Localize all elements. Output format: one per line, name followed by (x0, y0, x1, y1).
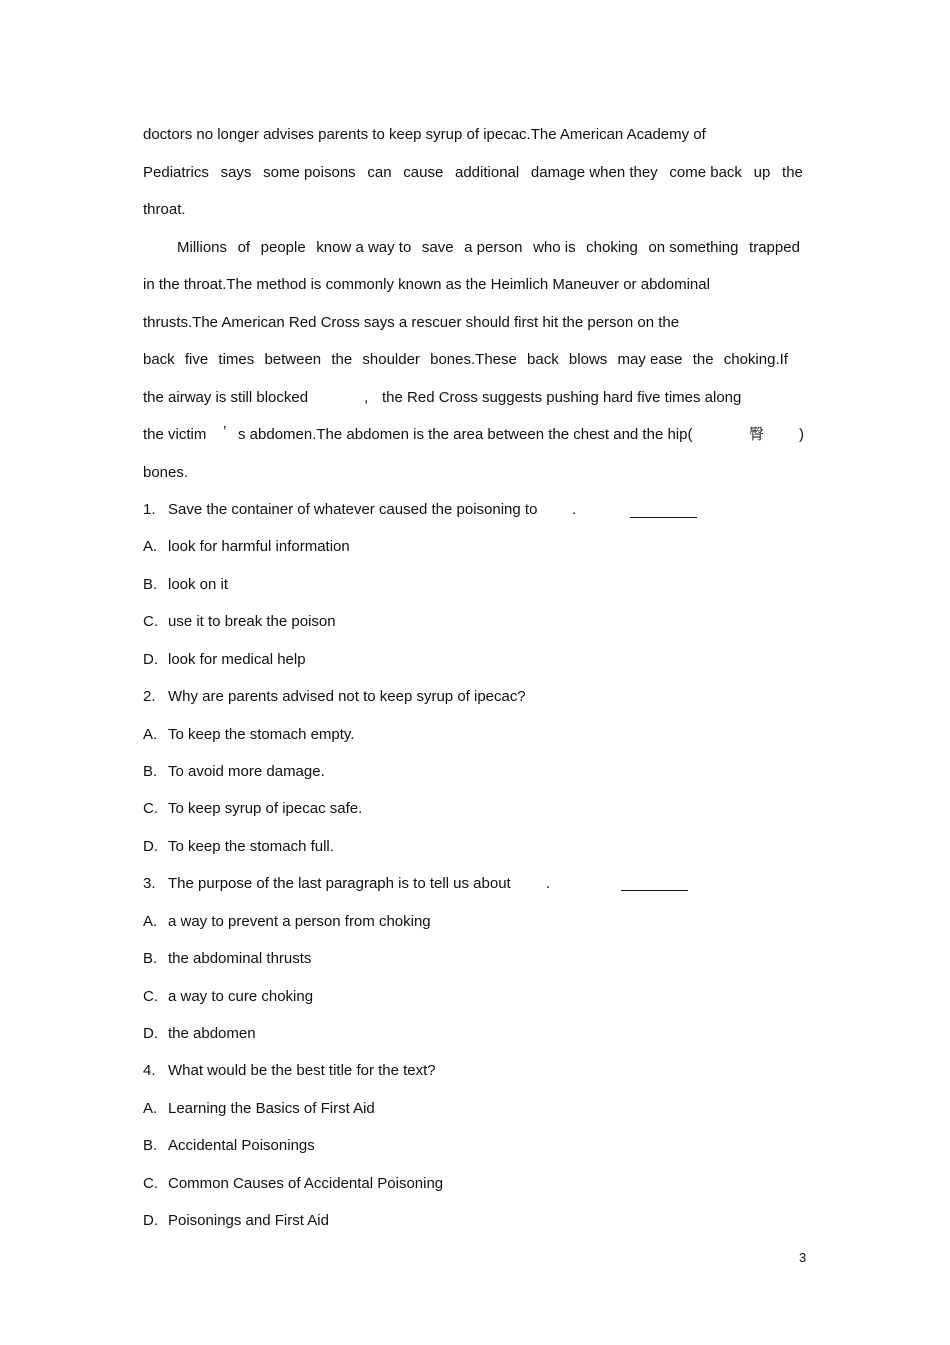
word: can (367, 164, 392, 181)
option-letter: B. (143, 950, 158, 967)
word: shoulder (362, 351, 420, 368)
page-number: 3 (799, 1250, 807, 1265)
question-1-option-c (143, 612, 336, 632)
option-text: Learning the Basics of First Aid (168, 1100, 375, 1117)
option-letter: D. (143, 651, 158, 668)
word: the (331, 351, 353, 368)
option-letter: A. (143, 1100, 158, 1117)
word: on something (648, 239, 739, 256)
option-text: look for harmful information (168, 538, 350, 555)
word: five (184, 351, 209, 368)
passage-line-1: doctors no longer advises parents to keep syrup of ipecac.The American Academy of (143, 126, 706, 143)
question-4-option-b (143, 1136, 315, 1156)
word: back (143, 351, 175, 368)
passage-line-4 (177, 238, 800, 258)
word: says (220, 164, 252, 181)
word: the (692, 351, 714, 368)
question-text: The purpose of the last paragraph is to tell us about (168, 875, 511, 892)
word: come back (669, 164, 742, 181)
option-letter: A. (143, 726, 158, 743)
word: additional (455, 164, 520, 181)
option-text: a way to prevent a person from choking (168, 913, 431, 930)
question-4-option-c (143, 1174, 443, 1194)
option-text: Accidental Poisonings (168, 1137, 315, 1154)
question-text: What would be the best title for the text? (168, 1062, 436, 1079)
passage-line-8b: , (364, 389, 369, 406)
question-text: Why are parents advised not to keep syrup of ipecac? (168, 688, 526, 705)
answer-blank-3[interactable] (621, 890, 688, 891)
option-letter: B. (143, 576, 158, 593)
word: Pediatrics (143, 164, 209, 181)
word: people (260, 239, 306, 256)
question-text: Save the container of whatever caused the poisoning to (168, 501, 538, 518)
question-2-option-c (143, 799, 362, 819)
option-text: Common Causes of Accidental Poisoning (168, 1175, 444, 1192)
word: damage when they (530, 164, 658, 181)
option-letter: C. (143, 613, 158, 630)
word: cause (403, 164, 444, 181)
question-3-option-b (143, 949, 311, 969)
question-3-stem (143, 874, 511, 894)
word: choking.If (723, 351, 788, 368)
question-4-option-a (143, 1099, 375, 1119)
option-text: To keep the stomach full. (168, 838, 334, 855)
word: the (782, 164, 803, 181)
passage-line-7 (143, 350, 788, 370)
option-text: look on it (168, 576, 229, 593)
word: between (264, 351, 322, 368)
question-3-option-d (143, 1024, 256, 1044)
option-letter: B. (143, 1137, 158, 1154)
answer-blank-1[interactable] (630, 517, 697, 518)
passage-line-9a: the victim (143, 426, 207, 443)
option-text: look for medical help (168, 651, 306, 668)
passage-line-6: thrusts.The American Red Cross says a rescuer should first hit the person on the (143, 314, 680, 331)
passage-line-8c: the Red Cross suggests pushing hard five times along (382, 389, 742, 406)
question-1-stem (143, 500, 537, 520)
option-text: use it to break the poison (168, 613, 336, 630)
question-2-option-d (143, 837, 334, 857)
option-text: To keep the stomach empty. (168, 726, 355, 743)
word: some poisons (263, 164, 356, 181)
word: bones.These (430, 351, 517, 368)
option-letter: D. (143, 838, 158, 855)
word: trapped (749, 239, 800, 256)
word: back (527, 351, 559, 368)
question-4-option-d (143, 1211, 329, 1231)
word: times (218, 351, 255, 368)
option-text: To avoid more damage. (168, 763, 325, 780)
option-letter: B. (143, 763, 158, 780)
word: Millions (177, 239, 228, 256)
option-letter: D. (143, 1212, 158, 1229)
question-1-option-d (143, 650, 306, 670)
option-text: a way to cure choking (168, 988, 314, 1005)
passage-line-10: bones. (143, 464, 189, 481)
word: of (237, 239, 251, 256)
question-4-stem (143, 1061, 436, 1081)
question-1-dot: . (572, 501, 577, 518)
question-1-option-a (143, 537, 350, 557)
question-2-option-a (143, 725, 354, 745)
question-2-option-b (143, 762, 325, 782)
question-1-option-b (143, 575, 228, 595)
word: choking (586, 239, 638, 256)
option-text: To keep syrup of ipecac safe. (168, 800, 363, 817)
question-2-stem (143, 687, 526, 707)
question-number: 2. (143, 688, 156, 705)
word: a person (464, 239, 523, 256)
passage-line-9b: ’ (223, 423, 227, 440)
passage-line-5: in the throat.The method is commonly known as the Heimlich Maneuver or abdominal (143, 276, 710, 293)
option-letter: A. (143, 538, 158, 555)
passage-line-9e: ) (799, 426, 804, 443)
passage-line-9c: s abdomen.The abdomen is the area between the chest and the hip( (238, 426, 693, 443)
word: save (421, 239, 454, 256)
passage-line-3: throat. (143, 201, 186, 218)
option-letter: C. (143, 800, 158, 817)
option-letter: D. (143, 1025, 158, 1042)
question-number: 1. (143, 501, 156, 518)
passage-line-2 (143, 163, 803, 183)
word: up (753, 164, 771, 181)
option-text: the abdominal thrusts (168, 950, 312, 967)
passage-line-8a: the airway is still blocked (143, 389, 309, 406)
question-number: 4. (143, 1062, 156, 1079)
question-3-option-c (143, 987, 313, 1007)
question-number: 3. (143, 875, 156, 892)
word: may ease (617, 351, 683, 368)
option-letter: A. (143, 913, 158, 930)
option-text: Poisonings and First Aid (168, 1212, 329, 1229)
question-3-option-a (143, 912, 431, 932)
passage-line-9d: 臀 (749, 426, 765, 443)
question-3-dot: . (546, 875, 551, 892)
option-letter: C. (143, 988, 158, 1005)
word: know a way to (316, 239, 412, 256)
option-letter: C. (143, 1175, 158, 1192)
word: blows (568, 351, 608, 368)
option-text: the abdomen (168, 1025, 256, 1042)
word: who is (533, 239, 576, 256)
